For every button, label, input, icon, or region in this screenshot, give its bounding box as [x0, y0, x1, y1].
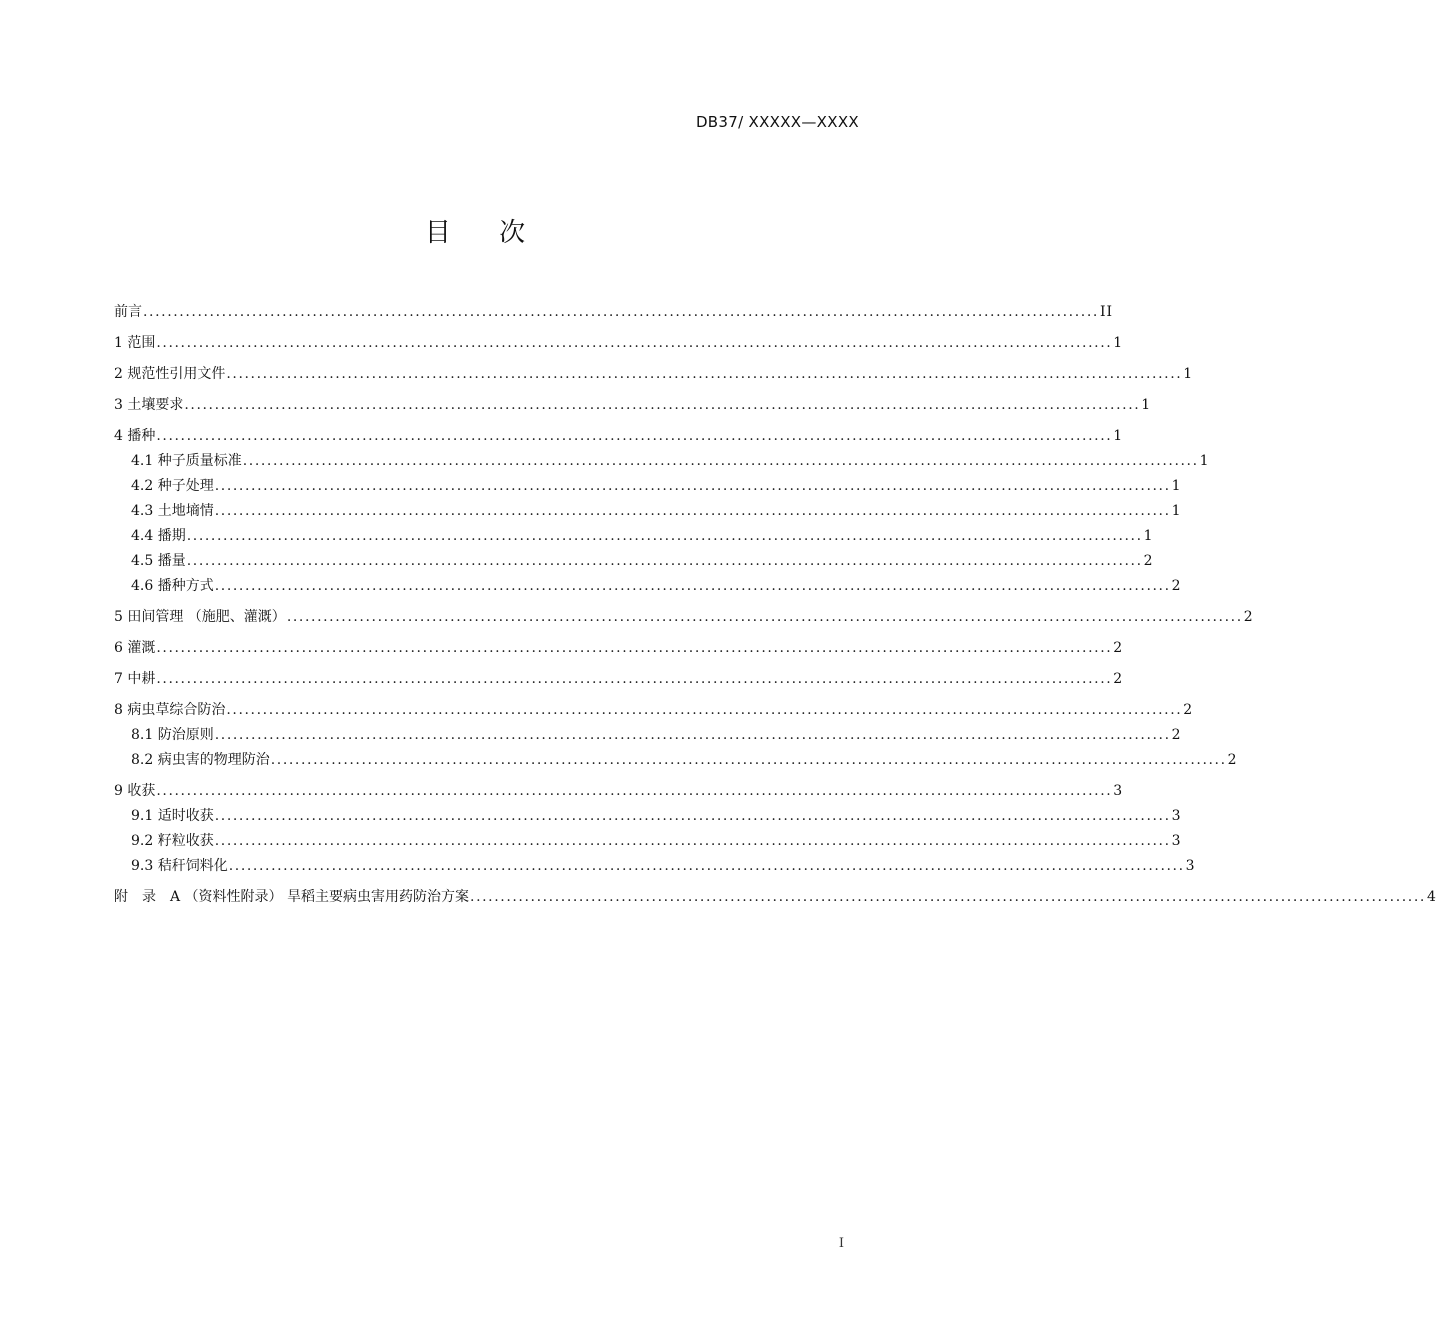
toc-dot-leader: ..............................................................................................................................................................: [214, 578, 1171, 594]
toc-dot-leader: ..............................................................................................................................................................: [143, 304, 1099, 320]
toc-entry-label: 4.1 种子质量标准: [131, 453, 242, 469]
toc-dot-leader: ..............................................................................................................................................................: [186, 528, 1143, 544]
toc-entry-page: 1: [1199, 453, 1210, 469]
toc-entry[interactable]: [114, 779, 1124, 804]
toc-entry-page: 3: [1185, 858, 1196, 874]
toc-entry[interactable]: [114, 424, 1124, 449]
toc-entry[interactable]: [114, 393, 1152, 418]
toc-entry[interactable]: [114, 829, 1182, 854]
toc-dot-leader: ..............................................................................................................................................................: [470, 889, 1426, 905]
toc-entry-page: 2: [1113, 640, 1124, 656]
toc-dot-leader: ..............................................................................................................................................................: [214, 503, 1171, 519]
toc-entry-page: 2: [1171, 727, 1182, 743]
toc-entry[interactable]: [114, 698, 1194, 723]
page-number: I: [838, 1236, 844, 1251]
toc-entry-label: 4.2 种子处理: [131, 478, 214, 494]
toc-entry[interactable]: [114, 885, 1437, 910]
toc-dot-leader: ..............................................................................................................................................................: [214, 727, 1171, 743]
toc-entry-label: 4.5 播量: [131, 553, 186, 569]
toc-entry-page: 2: [1113, 671, 1124, 687]
toc-dot-leader: ..............................................................................................................................................................: [226, 366, 1183, 382]
toc-entry-page: 2: [1243, 609, 1254, 625]
toc-entry[interactable]: [114, 854, 1196, 879]
toc-entry[interactable]: [114, 636, 1124, 661]
toc-dot-leader: ..............................................................................................................................................................: [226, 702, 1183, 718]
toc-entry-page: 1: [1171, 503, 1182, 519]
toc-entry[interactable]: [114, 667, 1124, 692]
toc-dot-leader: ..............................................................................................................................................................: [214, 478, 1171, 494]
toc-entry-page: 3: [1171, 833, 1182, 849]
toc-dot-leader: ..............................................................................................................................................................: [228, 858, 1185, 874]
toc-entry[interactable]: [114, 748, 1238, 773]
toc-entry[interactable]: [114, 723, 1182, 748]
toc-entry-label: 7 中耕: [114, 671, 156, 687]
toc-dot-leader: ..............................................................................................................................................................: [214, 808, 1171, 824]
table-of-contents: [114, 300, 1437, 910]
toc-dot-leader: ..............................................................................................................................................................: [156, 640, 1113, 656]
toc-entry-label: 3 土壤要求: [114, 397, 184, 413]
toc-title: 目 次: [424, 218, 526, 248]
toc-dot-leader: ..............................................................................................................................................................: [214, 833, 1171, 849]
toc-dot-leader: ..............................................................................................................................................................: [270, 752, 1227, 768]
toc-entry[interactable]: [114, 605, 1254, 630]
toc-entry-page: 1: [1143, 528, 1154, 544]
toc-dot-leader: ..............................................................................................................................................................: [186, 553, 1143, 569]
toc-entry-label: 8.1 防治原则: [131, 727, 214, 743]
toc-entry[interactable]: [114, 362, 1194, 387]
toc-entry-label: 4 播种: [114, 428, 156, 444]
toc-entry-label: 8.2 病虫害的物理防治: [131, 752, 270, 768]
toc-entry[interactable]: [114, 574, 1182, 599]
toc-entry[interactable]: [114, 449, 1210, 474]
toc-entry-label: 4.6 播种方式: [131, 578, 214, 594]
toc-dot-leader: ..............................................................................................................................................................: [286, 609, 1243, 625]
toc-dot-leader: ..............................................................................................................................................................: [156, 671, 1113, 687]
toc-entry-label: 前言: [114, 304, 142, 320]
toc-entry-page: 2: [1171, 578, 1182, 594]
toc-dot-leader: ..............................................................................................................................................................: [184, 397, 1141, 413]
toc-entry[interactable]: [114, 300, 1113, 325]
toc-entry-page: 4: [1426, 889, 1437, 905]
toc-entry-label: 9.1 适时收获: [131, 808, 214, 824]
toc-entry-page: 1: [1141, 397, 1152, 413]
toc-entry-page: 1: [1183, 366, 1194, 382]
toc-entry[interactable]: [114, 331, 1124, 356]
toc-entry-label: 4.3 土地墒情: [131, 503, 214, 519]
toc-entry-page: 2: [1227, 752, 1238, 768]
toc-entry-page: 1: [1171, 478, 1182, 494]
toc-entry-page: II: [1099, 304, 1113, 320]
toc-entry-label: 6 灌溉: [114, 640, 156, 656]
toc-entry[interactable]: [114, 804, 1182, 829]
toc-entry-page: 2: [1143, 553, 1154, 569]
toc-entry-page: 1: [1113, 428, 1124, 444]
toc-dot-leader: ..............................................................................................................................................................: [156, 428, 1113, 444]
toc-entry-page: 1: [1113, 335, 1124, 351]
toc-entry[interactable]: [114, 524, 1154, 549]
document-code: DB37/ XXXXX—XXXX: [695, 113, 859, 131]
toc-entry[interactable]: [114, 549, 1154, 574]
toc-entry[interactable]: [114, 474, 1182, 499]
toc-entry[interactable]: [114, 499, 1182, 524]
toc-dot-leader: ..............................................................................................................................................................: [156, 783, 1113, 799]
toc-entry-label: 1 范围: [114, 335, 156, 351]
toc-entry-page: 2: [1183, 702, 1194, 718]
toc-entry-label: 9.3 秸秆饲料化: [131, 858, 228, 874]
toc-entry-label: 9.2 籽粒收获: [131, 833, 214, 849]
toc-entry-label: 4.4 播期: [131, 528, 186, 544]
toc-entry-label: 2 规范性引用文件: [114, 366, 226, 382]
toc-dot-leader: ..............................................................................................................................................................: [242, 453, 1199, 469]
toc-entry-label: 8 病虫草综合防治: [114, 702, 226, 718]
toc-dot-leader: ..............................................................................................................................................................: [156, 335, 1113, 351]
toc-entry-label: 9 收获: [114, 783, 156, 799]
toc-entry-label: 5 田间管理 （施肥、灌溉）: [114, 609, 286, 625]
toc-entry-page: 3: [1171, 808, 1182, 824]
toc-entry-label: 附 录 A （资料性附录） 旱稻主要病虫害用药防治方案: [114, 889, 470, 905]
toc-entry-page: 3: [1113, 783, 1124, 799]
